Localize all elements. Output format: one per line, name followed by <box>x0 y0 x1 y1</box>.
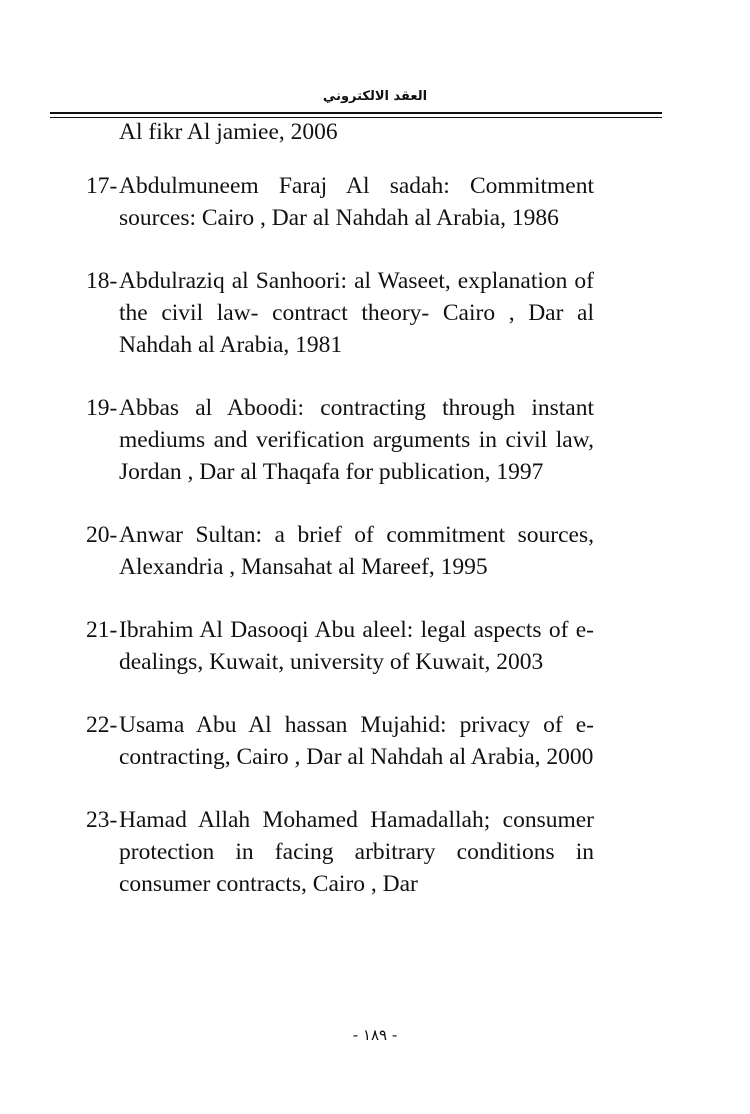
continued-reference-line: Al fikr Al jamiee, 2006 <box>119 119 338 145</box>
reference-number: 23- <box>86 807 118 833</box>
reference-number: 19- <box>86 395 118 421</box>
header-rule-thick <box>50 112 662 114</box>
reference-entry-20 <box>86 519 594 583</box>
reference-number: 22- <box>86 712 118 738</box>
reference-entry-18 <box>86 265 594 361</box>
reference-list <box>86 116 594 931</box>
reference-entry-19 <box>86 392 594 488</box>
reference-number: 20- <box>86 522 118 548</box>
reference-entry-22 <box>86 709 594 773</box>
reference-number: 18- <box>86 268 118 294</box>
reference-text: Hamad Allah Mohamed Hamadallah; consumer protection in facing arbitrary conditions in consumer contracts, Cairo , Dar <box>119 807 594 897</box>
reference-number: 21- <box>86 617 118 643</box>
reference-text: Ibrahim Al Dasooqi Abu aleel: legal aspects of e- dealings, Kuwait, university of Kuwait, 2003 <box>119 617 594 675</box>
reference-text: Abdulmuneem Faraj Al sadah: Commitment sources: Cairo , Dar al Nahdah al Arabia, 1986 <box>119 173 594 231</box>
reference-text: Abdulraziq al Sanhoori: al Waseet, explanation of the civil law- contract theory- Cairo , Dar al Nahdah al Arabia, 1981 <box>119 268 594 358</box>
reference-text: Abbas al Aboodi: contracting through instant mediums and verification arguments in civil law, Jordan , Dar al Thaqafa for publication, 1997 <box>119 395 594 485</box>
reference-number: 17- <box>86 173 118 199</box>
running-header-title: العقد الالكتروني <box>322 89 428 104</box>
reference-entry-23 <box>86 804 594 900</box>
reference-text: Usama Abu Al hassan Mujahid: privacy of e-contracting, Cairo , Dar al Nahdah al Arabia, 2000 <box>119 712 594 770</box>
page-number: - ١٨٩ - <box>352 1026 398 1044</box>
reference-text: Anwar Sultan: a brief of commitment sources, Alexandria , Mansahat al Mareef, 1995 <box>119 522 594 580</box>
reference-entry-17 <box>86 170 594 234</box>
reference-entry-21 <box>86 614 594 678</box>
